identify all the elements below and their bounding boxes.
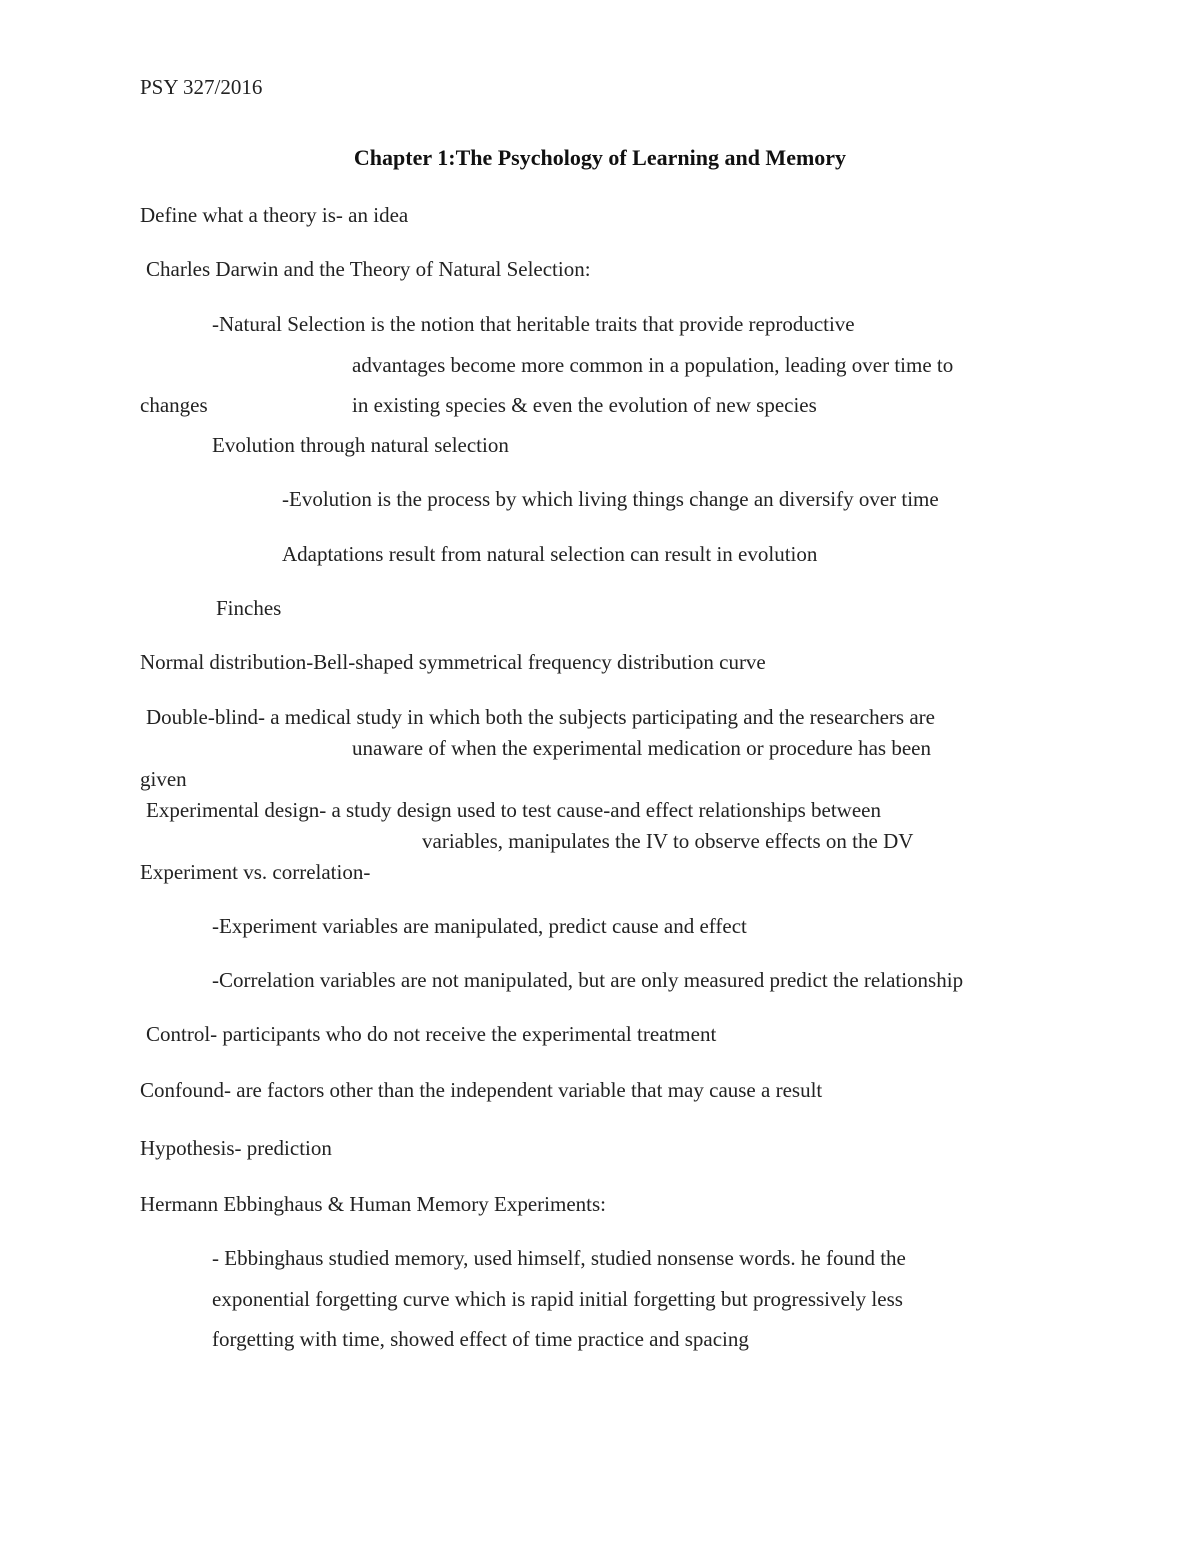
- experimental-design-line-2: variables, manipulates the IV to observe effects on the DV: [422, 829, 914, 853]
- evolution-heading: Evolution through natural selection: [212, 433, 509, 457]
- normal-distribution-line: Normal distribution-Bell-shaped symmetrical frequency distribution curve: [140, 650, 766, 674]
- hypothesis-line: Hypothesis- prediction: [140, 1136, 332, 1160]
- darwin-heading: Charles Darwin and the Theory of Natural Selection:: [146, 257, 591, 281]
- theory-definition: Define what a theory is- an idea: [140, 203, 409, 227]
- finches-line: Finches: [216, 596, 282, 620]
- chapter-title: Chapter 1:The Psychology of Learning and Memory: [353, 145, 847, 170]
- experiment-variables-line: -Experiment variables are manipulated, predict cause and effect: [212, 914, 747, 938]
- natural-selection-line-3a: changes: [140, 393, 208, 417]
- control-line: Control- participants who do not receive the experimental treatment: [146, 1022, 717, 1046]
- correlation-variables-line: -Correlation variables are not manipulated, but are only measured predict the relationship: [212, 968, 964, 992]
- double-blind-line-1: Double-blind- a medical study in which both the subjects participating and the researchers are: [146, 705, 935, 729]
- ebbinghaus-line-3: forgetting with time, showed effect of time practice and spacing: [212, 1327, 749, 1351]
- evolution-definition: -Evolution is the process by which living things change an diversify over time: [282, 487, 939, 511]
- ebbinghaus-heading: Hermann Ebbinghaus & Human Memory Experiments:: [140, 1192, 606, 1216]
- course-header: PSY 327/2016: [140, 75, 263, 99]
- experimental-design-line-1: Experimental design- a study design used to test cause-and effect relationships between: [146, 798, 881, 822]
- experiment-vs-correlation-heading: Experiment vs. correlation-: [140, 860, 371, 884]
- adaptations-line: Adaptations result from natural selection can result in evolution: [282, 542, 818, 566]
- ebbinghaus-line-1: - Ebbinghaus studied memory, used himself, studied nonsense words. he found the: [212, 1246, 906, 1270]
- double-blind-line-3: given: [140, 767, 187, 791]
- natural-selection-line-3b: in existing species & even the evolution of new species: [352, 393, 817, 417]
- double-blind-line-2: unaware of when the experimental medication or procedure has been: [352, 736, 931, 760]
- natural-selection-line-1: -Natural Selection is the notion that heritable traits that provide reproductive: [212, 312, 855, 336]
- confound-line: Confound- are factors other than the independent variable that may cause a result: [140, 1078, 823, 1102]
- natural-selection-line-2: advantages become more common in a population, leading over time to: [352, 353, 954, 377]
- ebbinghaus-line-2: exponential forgetting curve which is rapid initial forgetting but progressively less: [212, 1287, 903, 1311]
